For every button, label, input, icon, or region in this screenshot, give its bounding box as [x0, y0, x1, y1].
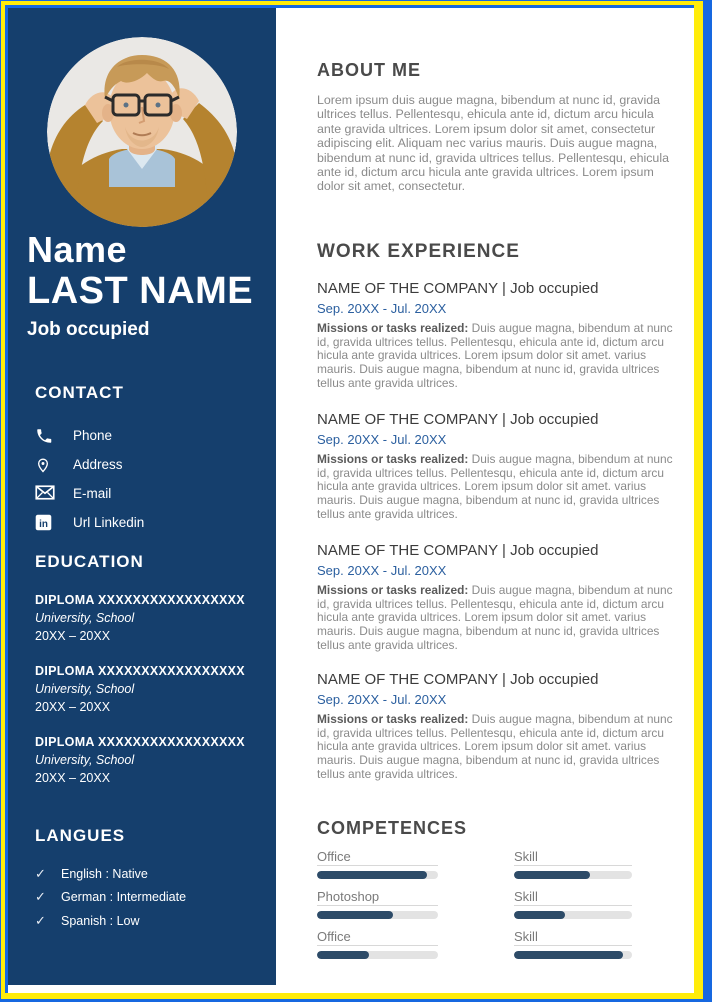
- skill-label: Office: [317, 849, 438, 866]
- contact-label: Phone: [73, 428, 113, 443]
- skill-item: [514, 929, 632, 959]
- employment-dates: Sep. 20XX - Jul. 20XX: [317, 432, 447, 447]
- skill-bar-track: [317, 951, 438, 959]
- diploma-title: DIPLOMA XXXXXXXXXXXXXXXXX: [35, 664, 245, 678]
- missions-text: Duis augue magna, bibendum at nunc id, gravida ultrices tellus. Pellentesqu, ehicula ante id, dictum arcu hicula ante gravida ultrices. Lorem ipsum dolor sit amet. varius mauris. Duis augue magna, bibendum at nunc id, gravida ultrices tellus ante gravida ultrices.: [317, 712, 673, 781]
- company-and-role: NAME OF THE COMPANY | Job occupied: [317, 671, 599, 688]
- missions-text: Duis augue magna, bibendum at nunc id, gravida ultrices tellus. Pellentesqu, ehicula ante id, dictum arcu hicula ante gravida ultrices. Lorem ipsum dolor sit amet. varius mauris. Duis augue magna, bibendum at nunc id, gravida ultrices tellus ante gravida ultrices.: [317, 321, 673, 390]
- last-name: LAST NAME: [27, 270, 254, 312]
- education-entry: [35, 735, 265, 785]
- skill-label: Office: [317, 929, 438, 946]
- profile-photo: [47, 37, 237, 227]
- check-icon: ✓: [35, 912, 46, 928]
- svg-text:in: in: [39, 518, 48, 530]
- check-icon: ✓: [35, 889, 46, 905]
- language-item: [35, 886, 260, 910]
- missions-text: Duis augue magna, bibendum at nunc id, gravida ultrices tellus. Pellentesqu, ehicula ante id, dictum arcu hicula ante gravida ultrices. Lorem ipsum dolor sit amet. varius mauris. Duis augue magna, bibendum at nunc id, gravida ultrices tellus ante gravida ultrices.: [317, 452, 673, 521]
- about-heading: ABOUT ME: [317, 60, 421, 80]
- competences-heading: COMPETENCES: [317, 818, 468, 838]
- contact-label: Address: [73, 457, 123, 472]
- languages-section: [35, 826, 260, 933]
- education-entry: [35, 664, 265, 714]
- skill-item: [317, 849, 438, 879]
- work-entry: [317, 411, 680, 522]
- location-icon: [35, 456, 57, 474]
- contact-item-email: [35, 479, 260, 508]
- contact-section: [35, 383, 260, 537]
- skill-label: Skill: [514, 889, 632, 906]
- languages-list: [35, 862, 260, 933]
- education-section: [35, 552, 265, 785]
- check-icon: ✓: [35, 865, 46, 881]
- missions-text: Duis augue magna, bibendum at nunc id, gravida ultrices tellus. Pellentesqu, ehicula ante id, dictum arcu hicula ante gravida ultrices. Lorem ipsum dolor sit amet. varius mauris. Duis augue magna, bibendum at nunc id, gravida ultrices tellus ante gravida ultrices.: [317, 583, 673, 652]
- diploma-title: DIPLOMA XXXXXXXXXXXXXXXXX: [35, 593, 245, 607]
- diploma-school: University, School: [35, 753, 135, 767]
- language-label: English : Native: [61, 866, 148, 881]
- phone-icon: [35, 427, 57, 445]
- contact-item-address: [35, 450, 260, 479]
- missions-label: Missions or tasks realized:: [317, 712, 469, 726]
- missions-paragraph: [317, 713, 680, 782]
- identity-block: [27, 230, 272, 341]
- work-entry: [317, 542, 680, 653]
- contact-heading: CONTACT: [35, 383, 124, 402]
- employment-dates: Sep. 20XX - Jul. 20XX: [317, 692, 447, 707]
- education-entry: [35, 593, 265, 643]
- skill-bar-fill: [317, 951, 369, 959]
- portrait-illustration: [47, 37, 237, 227]
- education-heading: EDUCATION: [35, 552, 144, 571]
- skill-label: Skill: [514, 849, 632, 866]
- diploma-school: University, School: [35, 611, 135, 625]
- about-text: Lorem ipsum duis augue magna, bibendum at nunc id, gravida ultrices tellus. Pellentesqu, ehicula ante id, dictum arcu hicula ante gravida ultrices. Lorem ipsum dolor sit amet, consectetur adipiscing elit. Aliquam nec varius mauris. Duis augue magna, bibendum at nunc id, gravida ultrices tellus. Pellentesqu, ehicula ante id, dictum arcu hicula ante gravida ultrices. Lorem ipsum dolor sit amet, consectetur.: [317, 93, 669, 194]
- linkedin-icon: [35, 514, 57, 532]
- main-column: [317, 8, 682, 992]
- skill-bar-fill: [317, 871, 427, 879]
- contact-list: [35, 421, 260, 537]
- first-name: Name: [27, 229, 128, 270]
- contact-item-linkedin: [35, 508, 260, 537]
- contact-label: Url Linkedin: [73, 515, 145, 530]
- email-icon: [35, 485, 57, 503]
- missions-paragraph: [317, 322, 680, 391]
- missions-paragraph: [317, 453, 680, 522]
- skill-bar-track: [514, 911, 632, 919]
- sidebar: [8, 8, 276, 985]
- language-item: [35, 862, 260, 886]
- resume-page: [5, 5, 694, 993]
- skill-bar-fill: [514, 951, 623, 959]
- diploma-school: University, School: [35, 682, 135, 696]
- skills-grid: [317, 849, 632, 959]
- diploma-title: DIPLOMA XXXXXXXXXXXXXXXXX: [35, 735, 245, 749]
- skill-item: [317, 929, 438, 959]
- company-and-role: NAME OF THE COMPANY | Job occupied: [317, 411, 599, 428]
- contact-item-phone: [35, 421, 260, 450]
- skill-bar-track: [514, 871, 632, 879]
- work-entry: [317, 280, 680, 391]
- work-entry: [317, 671, 680, 782]
- missions-label: Missions or tasks realized:: [317, 321, 469, 335]
- missions-label: Missions or tasks realized:: [317, 452, 469, 466]
- missions-label: Missions or tasks realized:: [317, 583, 469, 597]
- skill-bar-track: [514, 951, 632, 959]
- diploma-years: 20XX – 20XX: [35, 700, 111, 714]
- languages-heading: LANGUES: [35, 826, 126, 845]
- skill-label: Skill: [514, 929, 632, 946]
- diploma-years: 20XX – 20XX: [35, 629, 111, 643]
- missions-paragraph: [317, 584, 680, 653]
- skill-bar-track: [317, 871, 438, 879]
- language-item: [35, 909, 260, 933]
- contact-label: E-mail: [73, 486, 112, 501]
- skill-item: [317, 889, 438, 919]
- employment-dates: Sep. 20XX - Jul. 20XX: [317, 563, 447, 578]
- skill-item: [514, 889, 632, 919]
- employment-dates: Sep. 20XX - Jul. 20XX: [317, 301, 447, 316]
- company-and-role: NAME OF THE COMPANY | Job occupied: [317, 542, 599, 559]
- skill-item: [514, 849, 632, 879]
- skill-bar-track: [317, 911, 438, 919]
- work-experience-heading: WORK EXPERIENCE: [317, 241, 520, 262]
- skill-bar-fill: [317, 911, 393, 919]
- company-and-role: NAME OF THE COMPANY | Job occupied: [317, 280, 599, 297]
- job-title: Job occupied: [27, 319, 150, 340]
- skill-label: Photoshop: [317, 889, 438, 906]
- diploma-years: 20XX – 20XX: [35, 771, 111, 785]
- skill-bar-fill: [514, 871, 590, 879]
- language-label: German : Intermediate: [61, 890, 187, 905]
- language-label: Spanish : Low: [61, 913, 140, 928]
- skill-bar-fill: [514, 911, 565, 919]
